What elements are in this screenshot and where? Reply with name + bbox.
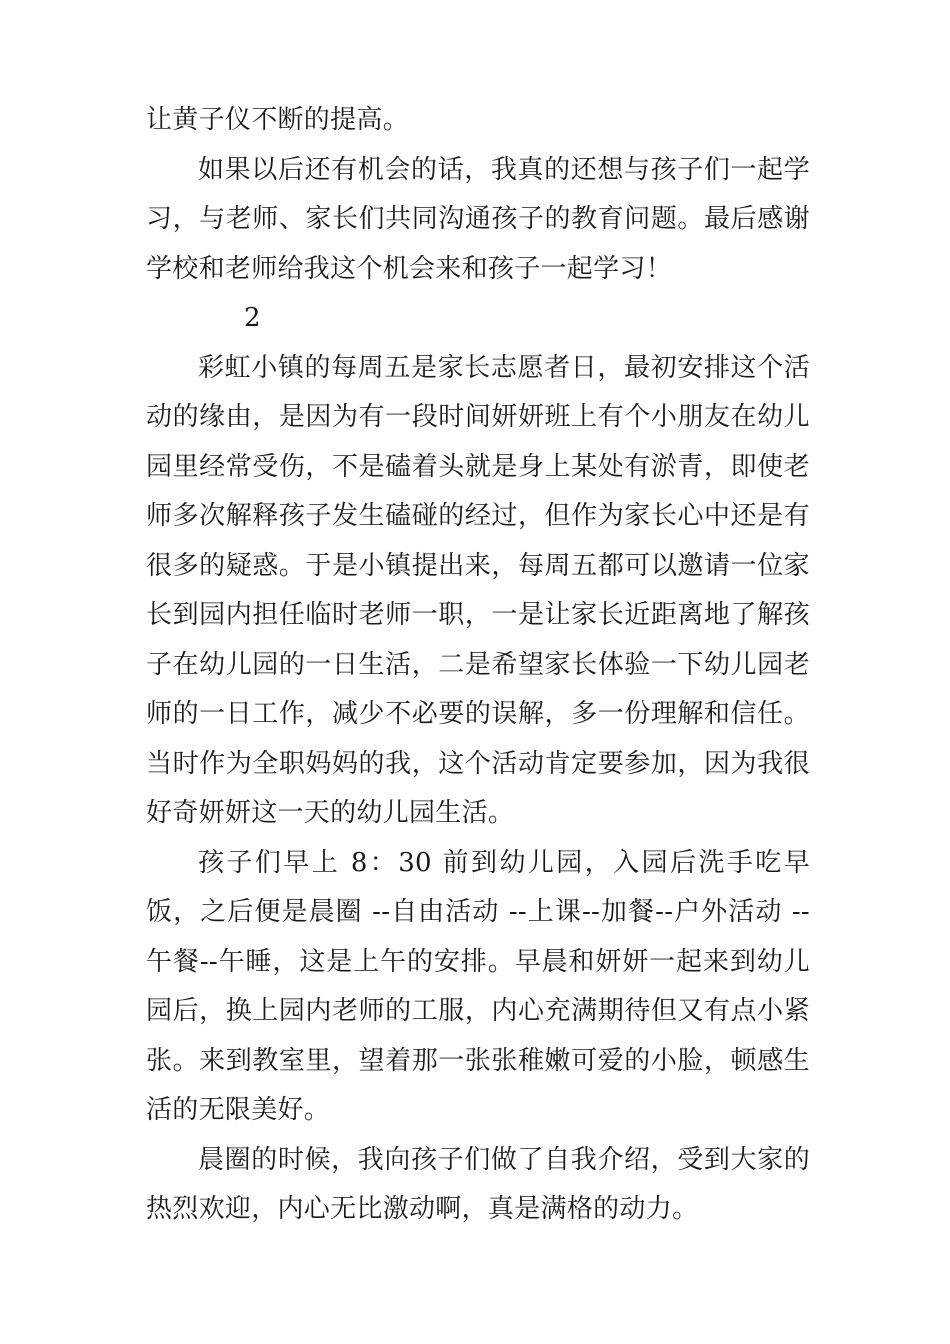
paragraph-morning-schedule: 孩子们早上 8：30 前到幼儿园，入园后洗手吃早饭，之后便是晨圈 --自由活动 --上课--加餐--户外活动 --午餐--午睡，这是上午的安排。早晨和妍妍一起来到幼儿园后，换上园内老师的工服，内心充满期待但又有点小紧张。来到教室里，望着那一张张稚嫩可爱的小脸，顿感生活的无限美好。 [146, 847, 810, 1125]
paragraph-closing-thanks: 如果以后还有机会的话，我真的还想与孩子们一起学习，与老师、家长们共同沟通孩子的教育问题。最后感谢学校和老师给我这个机会来和孩子一起学习！ [146, 154, 810, 284]
paragraph-volunteer-day: 彩虹小镇的每周五是家长志愿者日，最初安排这个活动的缘由，是因为有一段时间妍妍班上有个小朋友在幼儿园里经常受伤，不是磕着头就是身上某处有淤青，即使老师多次解释孩子发生磕碰的经过，但作为家长心中还是有很多的疑惑。于是小镇提出来，每周五都可以邀请一位家长到园内担任临时老师一职，一是让家长近距离地了解孩子在幼儿园的一日生活，二是希望家长体验一下幼儿园老师的一日工作，减少不必要的误解，多一份理解和信任。当时作为全职妈妈的我，这个活动肯定要参加，因为我很好奇妍妍这一天的幼儿园生活。 [146, 352, 810, 828]
paragraph-morning-circle: 晨圈的时候，我向孩子们做了自我介绍，受到大家的热烈欢迎，内心无比激动啊，真是满格的动力。 [146, 1144, 810, 1224]
section-number: 2 [244, 303, 261, 333]
paragraph-continuation: 让黄子仪不断的提高。 [146, 105, 410, 135]
document-body [146, 96, 810, 1235]
